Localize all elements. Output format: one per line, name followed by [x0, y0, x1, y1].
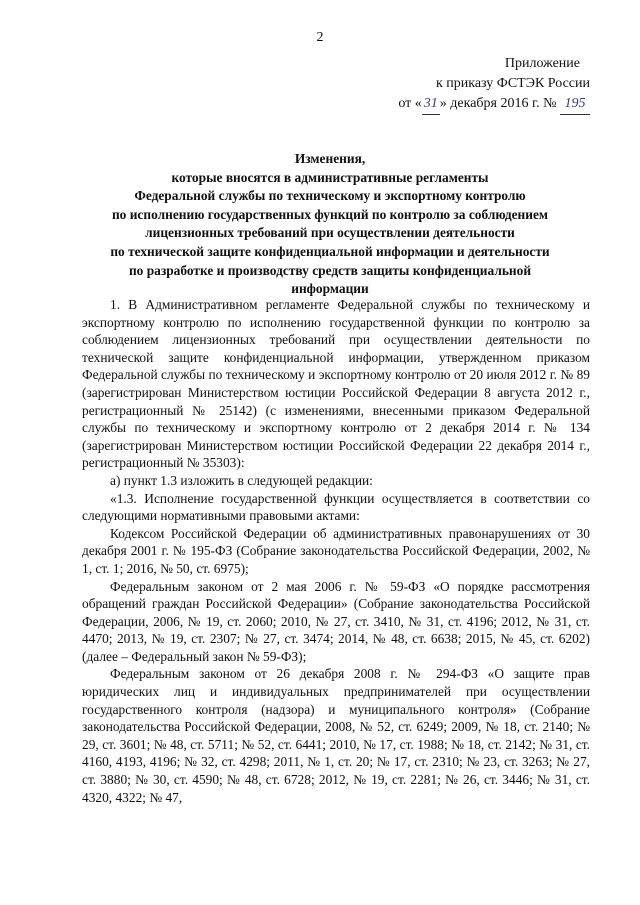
title-line: Федеральной службы по техническому и экспортному контролю — [134, 188, 526, 204]
annex-header — [398, 54, 590, 115]
annex-date-line — [398, 94, 590, 115]
title-line: по разработке и производству средств защиты конфиденциальной — [128, 262, 532, 278]
annex-order-ref: к приказу ФСТЭК России — [435, 76, 590, 91]
title-line: информации — [291, 281, 369, 297]
title-line: Изменения, — [294, 151, 366, 166]
title-line: лицензионных требований при осуществлении деятельности — [145, 225, 515, 241]
document-body — [82, 296, 590, 806]
paragraph-regulation-intro: 1. В Административном регламенте Федеральной службы по техническому и экспортному контролю по исполнению государственной функции по контролю за соблюдением лицензионных требований при осуществлении деятельности по технической защите конфиденциальной информации, утвержденном приказом Федеральной службы по техническому и экспортному контролю от 20 июля 2012 г. № 89 (зарегистрирован Министерством юстиции Российской Федерации 8 августа 2012 г., регистрационный № 25142) (с изменениями, внесенными приказом Федеральной службы по техническому и экспортному контролю от 2 декабря 2014 г. № 134 (зарегистрирован Министерством юстиции Российской Федерации 22 декабря 2014 г., регистрационный № 35303): — [82, 297, 590, 471]
annex-label: Приложение — [504, 56, 580, 71]
paragraph-law-294: Федеральным законом от 26 декабря 2008 г. № 294-ФЗ «О защите прав юридических лиц и индивидуальных предпринимателей при осуществлении государственного контроля (надзора) и муниципального контроля» (Собрание законодательства Российской Федерации, 2008, № 52, ст. 6249; 2009, № 18, ст. 2140; № 29, ст. 3601; № 48, ст. 5711; № 52, ст. 6441; 2010, № 17, ст. 1988; № 18, ст. 2142; № 31, ст. 4160, 4193, 4196; № 32, ст. 4298; 2011, № 1, ст. 20; № 17, ст. 2310; № 23, ст. 3263; № 27, ст. 3880; № 30, ст. 4590; № 48, ст. 6728; 2012, № 19, ст. 2281; № 26, ст. 3446; № 31, ст. 4320, 4322; № 47, — [82, 666, 590, 805]
annex-date-day: 31 — [422, 94, 440, 115]
document-title — [60, 150, 600, 299]
page-number: 2 — [316, 30, 324, 45]
paragraph-clause-1-3: «1.3. Исполнение государственной функции осуществляется в соответствии со следующими нормативными правовыми актами: — [82, 490, 590, 524]
paragraph-item-a: а) пункт 1.3 изложить в следующей редакции: — [110, 472, 373, 488]
title-line: которые вносятся в административные регламенты — [171, 169, 489, 185]
paragraph-law-59: Федеральным законом от 2 мая 2006 г. № 59-ФЗ «О порядке рассмотрения обращений граждан Российской Федерации» (Собрание законодательства Российской Федерации, 2006, № 19, ст. 2060; 2010, № 27, ст. 3410, № 31, ст. 4196; 2012, № 31, ст. 4470; 2013, № 19, ст. 2307; № 27, ст. 3474; 2014, № 48, ст. 6638; 2015, № 45, ст. 6202) (далее – Федеральный закон № 59-ФЗ); — [82, 578, 590, 664]
paragraph-admin-code: Кодексом Российской Федерации об административных правонарушениях от 30 декабря 2001 г. № 195-ФЗ (Собрание законодательства Российской Федерации, 2002, № 1, ст. 1; 2016, № 50, ст. 6975); — [82, 525, 590, 576]
annex-date-mid: » декабря 2016 г. № — [439, 96, 557, 111]
title-line: по технической защите конфиденциальной информации и деятельности — [110, 243, 550, 259]
annex-date-prefix: от « — [398, 96, 422, 111]
annex-order-number: 195 — [560, 94, 590, 115]
title-line: по исполнению государственных функций по контролю за соблюдением — [111, 206, 549, 222]
